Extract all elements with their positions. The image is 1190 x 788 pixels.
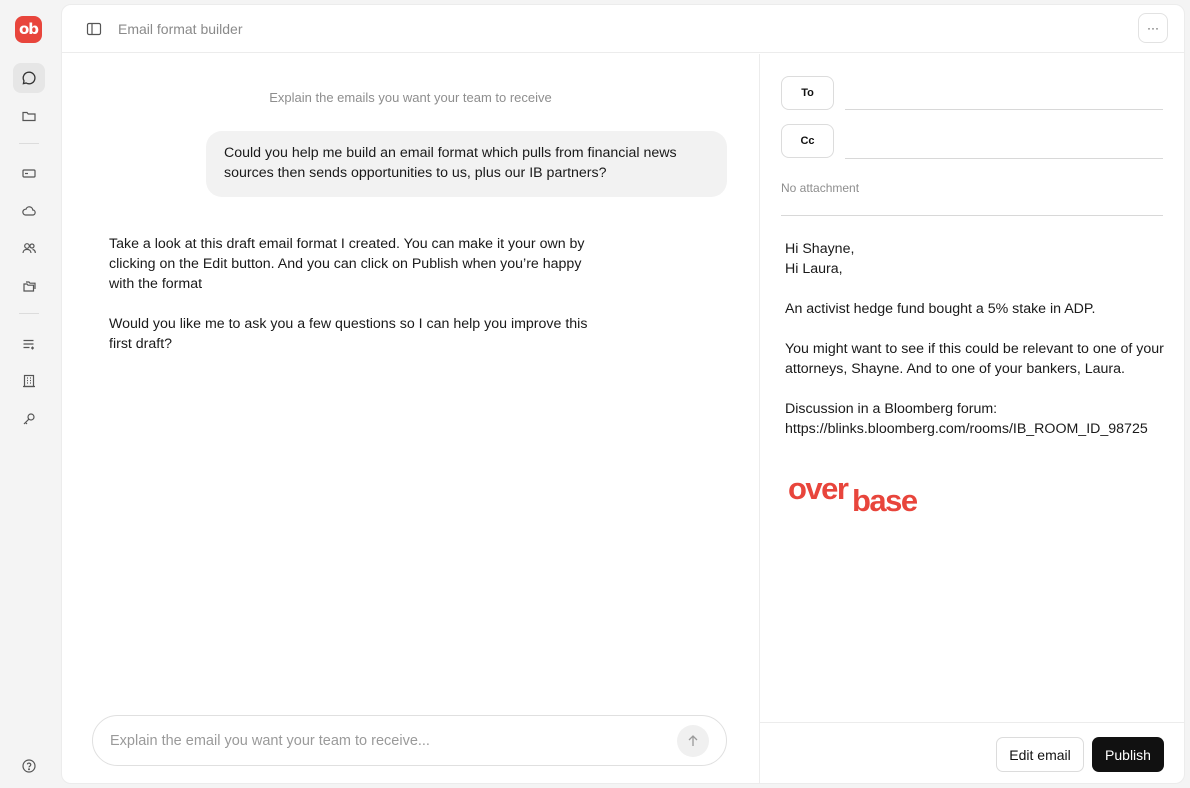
- more-options-button[interactable]: ···: [1138, 13, 1168, 43]
- attachment-status: No attachment: [781, 181, 860, 195]
- edit-email-button[interactable]: Edit email: [996, 737, 1084, 772]
- card-icon: [21, 165, 37, 181]
- email-line: You might want to see if this could be relevant to one of your attorneys, Shayne. And to one of your bankers, Laura.: [785, 341, 1164, 377]
- top-bar: [62, 5, 1185, 53]
- folder-icon: [21, 108, 37, 124]
- page-title: Email format builder: [118, 21, 243, 37]
- nav-key[interactable]: [13, 404, 45, 434]
- nav-chat[interactable]: [13, 63, 45, 93]
- chat-input[interactable]: [110, 730, 670, 752]
- email-link[interactable]: https://blinks.bloomberg.com/rooms/IB_ROOM_ID_98725: [785, 421, 1148, 437]
- send-button[interactable]: [677, 725, 709, 757]
- email-line: Discussion in a Bloomberg forum:: [785, 401, 998, 417]
- email-line: An activist hedge fund bought a 5% stake in ADP.: [785, 301, 1096, 317]
- email-greeting: Hi Laura,: [785, 261, 843, 277]
- nav-cloud[interactable]: [13, 196, 45, 226]
- left-rail: [0, 0, 57, 788]
- footer-divider: [760, 722, 1185, 723]
- chat-pane: [62, 54, 759, 784]
- overbase-logo: [788, 470, 928, 518]
- assistant-paragraph: Take a look at this draft email format I created. You can make it your own by clicking on the Edit button. And you can click on Publish when you’re happy with the format: [109, 236, 585, 292]
- to-button[interactable]: To: [781, 76, 834, 110]
- chat-hint: Explain the emails you want your team to receive: [269, 90, 552, 105]
- cc-field[interactable]: [845, 158, 1163, 159]
- nav-folders[interactable]: [13, 271, 45, 301]
- attachment-divider: [781, 215, 1163, 216]
- help-icon: [21, 758, 37, 774]
- user-message: Could you help me build an email format which pulls from financial news sources then sends opportunities to us, plus our IB partners?: [206, 131, 727, 197]
- folders-icon: [21, 278, 37, 294]
- logo-over-text: over: [788, 471, 848, 506]
- email-preview-pane: [760, 54, 1185, 784]
- chat-icon: [21, 70, 37, 86]
- cc-button[interactable]: Cc: [781, 124, 834, 158]
- rail-divider: [19, 143, 39, 144]
- composer: [92, 715, 727, 766]
- nav-users[interactable]: [13, 233, 45, 263]
- main-card: [61, 4, 1185, 784]
- app-logo[interactable]: ob: [15, 16, 42, 43]
- rail-divider: [19, 313, 39, 314]
- logo-base-text: base: [852, 483, 917, 518]
- to-field[interactable]: [845, 109, 1163, 110]
- nav-card[interactable]: [13, 158, 45, 188]
- cloud-icon: [21, 203, 37, 219]
- arrow-up-icon: [686, 734, 700, 748]
- publish-button[interactable]: Publish: [1092, 737, 1164, 772]
- email-body: [785, 239, 1175, 439]
- nav-folder[interactable]: [13, 101, 45, 131]
- list-icon: [21, 336, 37, 352]
- nav-building[interactable]: [13, 366, 45, 396]
- email-greeting: Hi Shayne,: [785, 241, 855, 257]
- nav-list[interactable]: [13, 329, 45, 359]
- building-icon: [21, 373, 37, 389]
- key-icon: [21, 411, 37, 427]
- nav-help[interactable]: [13, 751, 45, 781]
- assistant-message: [109, 234, 609, 374]
- users-icon: [21, 240, 37, 256]
- sidebar-toggle-icon[interactable]: [86, 21, 102, 37]
- assistant-paragraph: Would you like me to ask you a few questions so I can help you improve this first draft?: [109, 316, 588, 352]
